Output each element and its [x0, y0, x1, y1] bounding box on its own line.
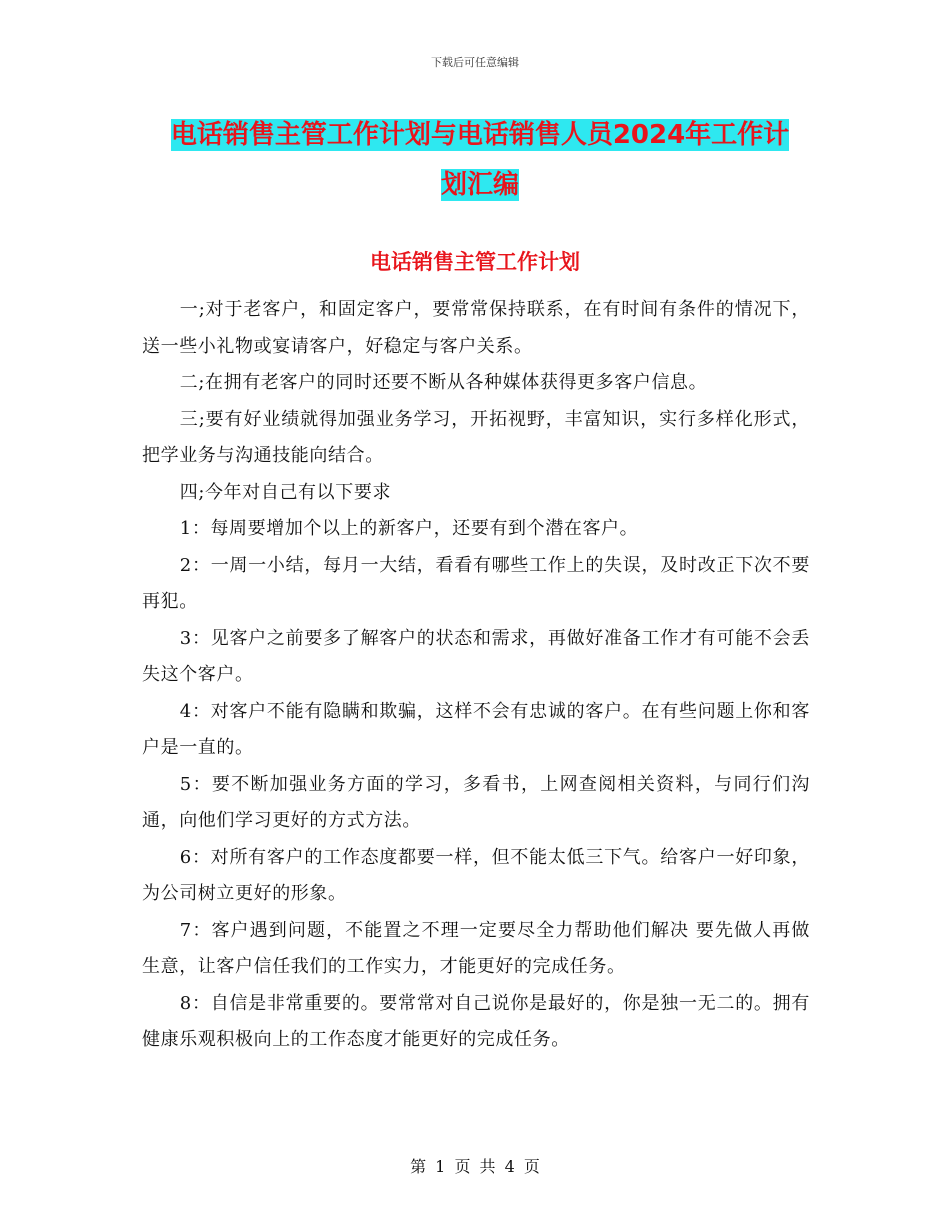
section-title: 电话销售主管工作计划	[370, 250, 580, 274]
paragraph: 一;对于老客户，和固定客户，要常常保持联系，在有时间有条件的情况下，送一些小礼物或宴请客户，好稳定与客户关系。	[142, 299, 810, 357]
paragraph: 三;要有好业绩就得加强业务学习，开拓视野，丰富知识，实行多样化形式，把学业务与沟通技能向结合。	[142, 408, 810, 466]
title-line-1: 电话销售主管工作计划与电话销售人员2024年工作计	[170, 120, 790, 150]
paragraph: 8：自信是非常重要的。要常常对自己说你是最好的，你是独一无二的。拥有健康乐观积极向上的工作态度才能更好的完成任务。	[142, 992, 810, 1050]
paragraph: 2：一周一小结，每月一大结，看看有哪些工作上的失误，及时改正下次不要再犯。	[142, 554, 810, 612]
paragraph: 6：对所有客户的工作态度都要一样，但不能太低三下气。给客户一好印象，为公司树立更好的形象。	[142, 846, 810, 904]
paragraph: 4：对客户不能有隐瞒和欺骗，这样不会有忠诚的客户。在有些问题上你和客户是一直的。	[142, 700, 810, 758]
page-footer: 第 1 页 共 4 页	[410, 1157, 540, 1176]
paragraph: 四;今年对自己有以下要求	[179, 481, 392, 503]
paragraph: 5：要不断加强业务方面的学习，多看书，上网查阅相关资料，与同行们沟通，向他们学习更好的方式方法。	[142, 773, 810, 831]
document-title	[140, 110, 820, 210]
header-note: 下载后可任意编辑	[431, 56, 519, 69]
paragraph: 7：客户遇到问题，不能置之不理一定要尽全力帮助他们解决 要先做人再做生意，让客户信任我们的工作实力，才能更好的完成任务。	[142, 919, 810, 977]
body-text	[142, 292, 810, 1059]
paragraph: 二;在拥有老客户的同时还要不断从各种媒体获得更多客户信息。	[179, 372, 708, 393]
title-line-2: 划汇编	[440, 170, 519, 200]
paragraph: 3：见客户之前要多了解客户的状态和需求，再做好准备工作才有可能不会丢失这个客户。	[142, 627, 810, 685]
paragraph: 1：每周要增加个以上的新客户，还要有到个潜在客户。	[179, 518, 639, 539]
